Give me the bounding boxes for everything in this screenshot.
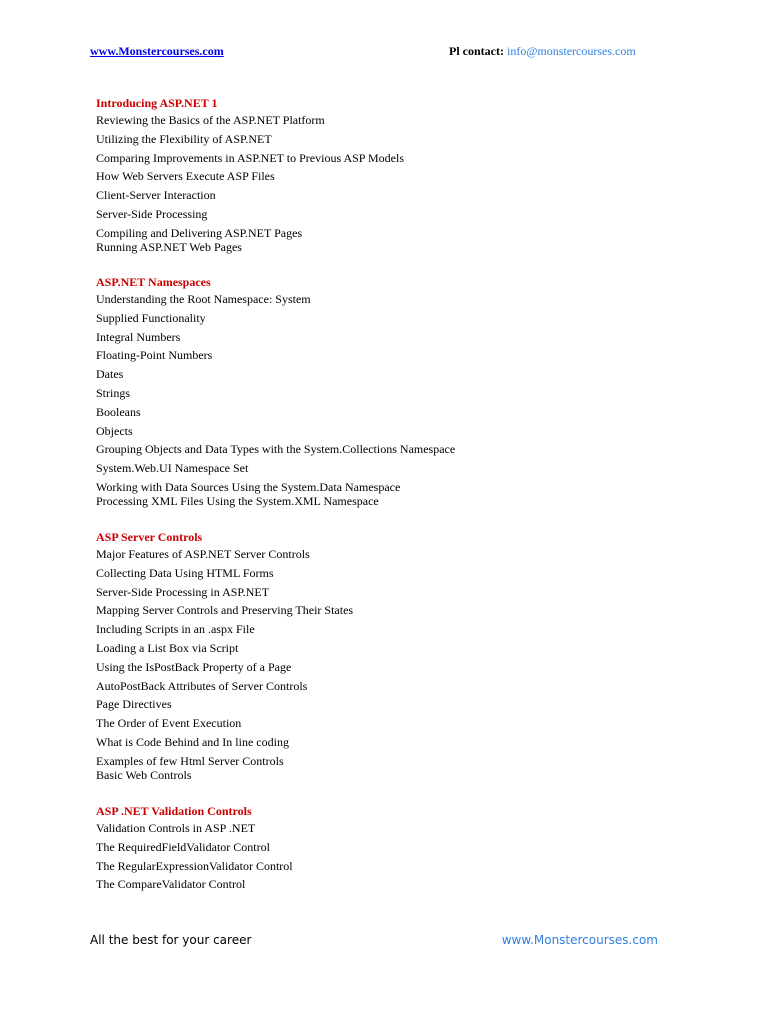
list-item: Compiling and Delivering ASP.NET Pages [96, 225, 303, 240]
section-heading: Introducing ASP.NET 1 [96, 96, 218, 110]
footer-tagline: All the best for your career [90, 933, 252, 947]
list-item: What is Code Behind and In line coding [96, 734, 289, 749]
list-item: AutoPostBack Attributes of Server Controls [96, 678, 308, 693]
list-item: Integral Numbers [96, 329, 181, 344]
list-item: Objects [96, 423, 133, 438]
list-item: Strings [96, 385, 131, 400]
list-item: Loading a List Box via Script [96, 640, 239, 655]
list-item: Server-Side Processing in ASP.NET [96, 584, 270, 599]
list-item: Page Directives [96, 697, 172, 712]
list-item: The RegularExpressionValidator Control [96, 858, 293, 873]
section-heading: ASP.NET Namespaces [96, 275, 211, 289]
list-item: Server-Side Processing [96, 206, 208, 221]
list-item: Client-Server Interaction [96, 188, 216, 203]
topic-list [96, 113, 656, 259]
list-item: Mapping Server Controls and Preserving Their States [96, 603, 354, 618]
list-item: Floating-Point Numbers [96, 348, 213, 363]
list-item: Reviewing the Basics of the ASP.NET Platform [96, 113, 325, 127]
contact-email-link[interactable]: info@monstercourses.com [506, 44, 636, 58]
topic-list [96, 821, 656, 896]
list-item: Booleans [96, 404, 141, 419]
list-item: Using the IsPostBack Property of a Page [96, 659, 292, 674]
list-item: Comparing Improvements in ASP.NET to Previous ASP Models [96, 150, 405, 165]
list-item: The CompareValidator Control [96, 877, 246, 892]
page-header [90, 44, 690, 60]
section-asp-server-controls [96, 529, 656, 787]
topic-list [96, 547, 656, 787]
list-item: How Web Servers Execute ASP Files [96, 169, 275, 184]
list-item: Examples of few Html Server Controls [96, 753, 284, 768]
section-aspnet-namespaces [96, 274, 656, 513]
footer-site-link[interactable]: www.Monstercourses.com [501, 933, 658, 947]
header-site-link[interactable]: www.Monstercourses.com [90, 44, 224, 58]
list-item: Processing XML Files Using the System.XML Namespace [96, 493, 379, 508]
contact-label: Pl contact: [449, 44, 504, 58]
list-item: System.Web.UI Namespace Set [96, 461, 249, 476]
list-item: Dates [96, 367, 124, 382]
list-item: Understanding the Root Namespace: System [96, 292, 311, 306]
list-item: Basic Web Controls [96, 767, 192, 782]
section-heading: ASP .NET Validation Controls [96, 804, 252, 818]
list-item: Major Features of ASP.NET Server Controls [96, 547, 310, 561]
list-item: Validation Controls in ASP .NET [96, 821, 256, 835]
section-introducing-aspnet [96, 95, 656, 259]
list-item: Collecting Data Using HTML Forms [96, 565, 274, 580]
list-item: Running ASP.NET Web Pages [96, 239, 242, 254]
list-item: The RequiredFieldValidator Control [96, 839, 270, 854]
list-item: Utilizing the Flexibility of ASP.NET [96, 131, 272, 146]
list-item: The Order of Event Execution [96, 716, 242, 731]
topic-list [96, 292, 656, 513]
section-heading: ASP Server Controls [96, 530, 203, 544]
list-item: Supplied Functionality [96, 310, 206, 325]
section-aspnet-validation-controls [96, 803, 656, 896]
list-item: Working with Data Sources Using the System.Data Namespace [96, 479, 401, 494]
contact-info [449, 44, 636, 59]
list-item: Grouping Objects and Data Types with the System.Collections Namespace [96, 442, 456, 457]
list-item: Including Scripts in an .aspx File [96, 622, 255, 637]
page-footer [90, 933, 660, 949]
